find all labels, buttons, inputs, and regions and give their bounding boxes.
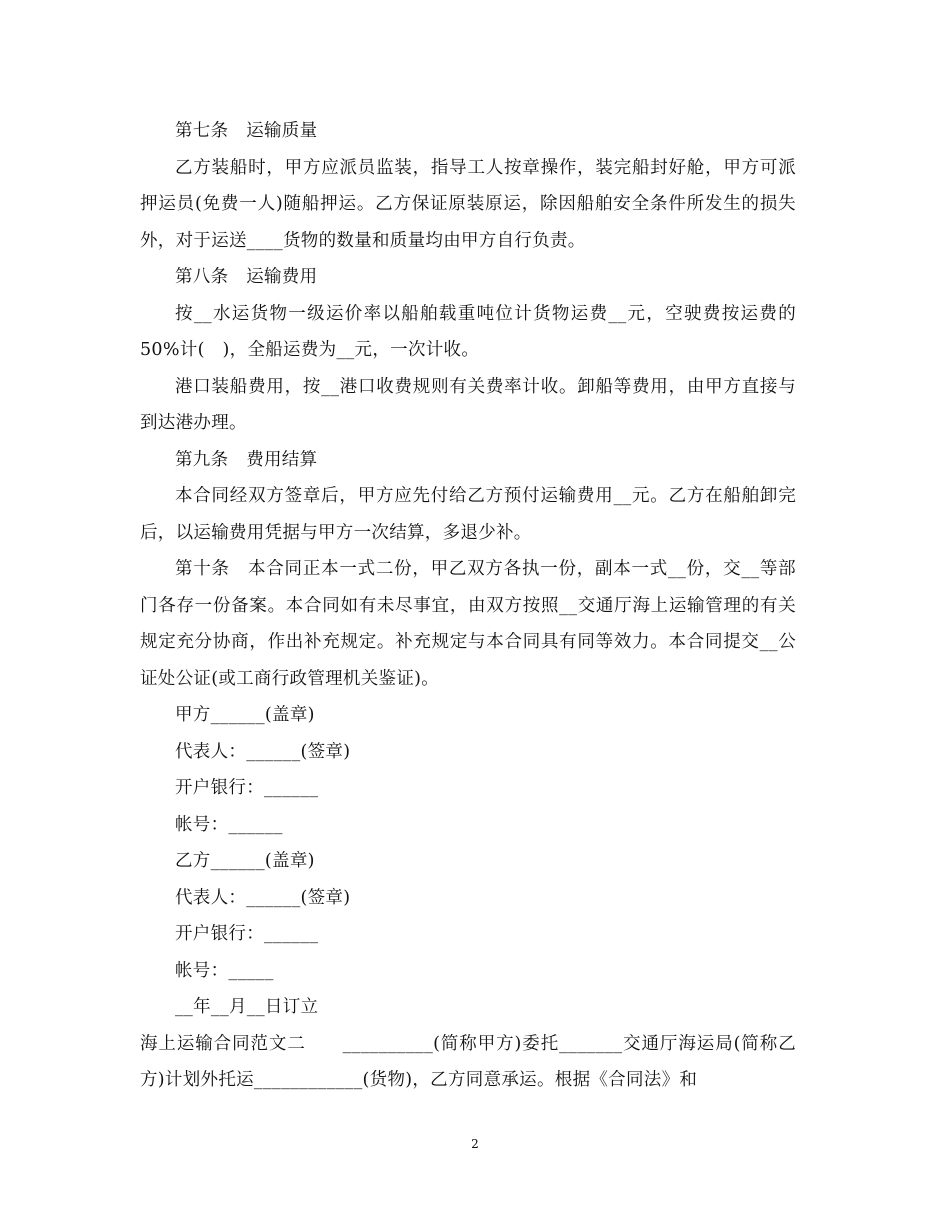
- party-a-account-line: 帐号：______: [175, 814, 283, 835]
- party-a-representative-line: 代表人：______(签章): [175, 741, 351, 762]
- article-9-text: 本合同经双方签章后，甲方应先付给乙方预付运输费用__元。乙方在船舶卸完后，以运输费用凭据与甲方一次结算，多退少补。: [140, 486, 796, 543]
- party-a-bank-line: 开户银行：______: [175, 778, 319, 798]
- party-b-account-line: 帐号：_____: [175, 960, 274, 981]
- document-body: [140, 113, 796, 1099]
- party-b-seal-line: 乙方______(盖章): [175, 851, 315, 871]
- party-b-representative-line: 代表人：______(签章): [175, 887, 351, 908]
- party-b-bank-line: 开户银行：______: [175, 924, 319, 944]
- article-8-port-fees-text: 港口装船费用，按__港口收费规则有关费率计收。卸船等费用，由甲方直接与到达港办理。: [140, 376, 796, 433]
- article-7-heading: 第七条 运输质量: [175, 121, 318, 141]
- party-a-seal-line: 甲方______(盖章): [175, 705, 315, 725]
- signing-date-line: __年__月__日订立: [175, 997, 319, 1017]
- article-7-text: 乙方装船时，甲方应派员监装，指导工人按章操作，装完船封好舱，甲方可派押运员(免费一人)随船押运。乙方保证原装原运，除因船舶安全条件所发生的损失外，对于运送____货物的数量和质量均由甲方自行负责。: [140, 157, 796, 251]
- article-8-heading: 第八条 运输费用: [175, 267, 318, 287]
- article-10-text: 第十条 本合同正本一式二份，甲乙双方各执一份，副本一式__份，交__等部门各存一份备案。本合同如有未尽事宜，由双方按照__交通厅海上运输管理的有关规定充分协商，作出补充规定。补充规定与本合同具有同等效力。本合同提交__公证处公证(或工商行政管理机关鉴证)。: [140, 559, 796, 689]
- article-9-heading: 第九条 费用结算: [175, 449, 318, 470]
- article-8-freight-text: 按__水运货物一级运价率以船舶载重吨位计货物运费__元，空驶费按运费的50%计( )，全船运费为__元，一次计收。: [140, 303, 796, 360]
- sample-two-intro-text: 海上运输合同范文二 __________(简称甲方)委托_______交通厅海运局(简称乙方)计划外托运____________(货物)，乙方同意承运。根据《合同法》和: [140, 1033, 796, 1090]
- page-number: 2: [471, 1137, 479, 1151]
